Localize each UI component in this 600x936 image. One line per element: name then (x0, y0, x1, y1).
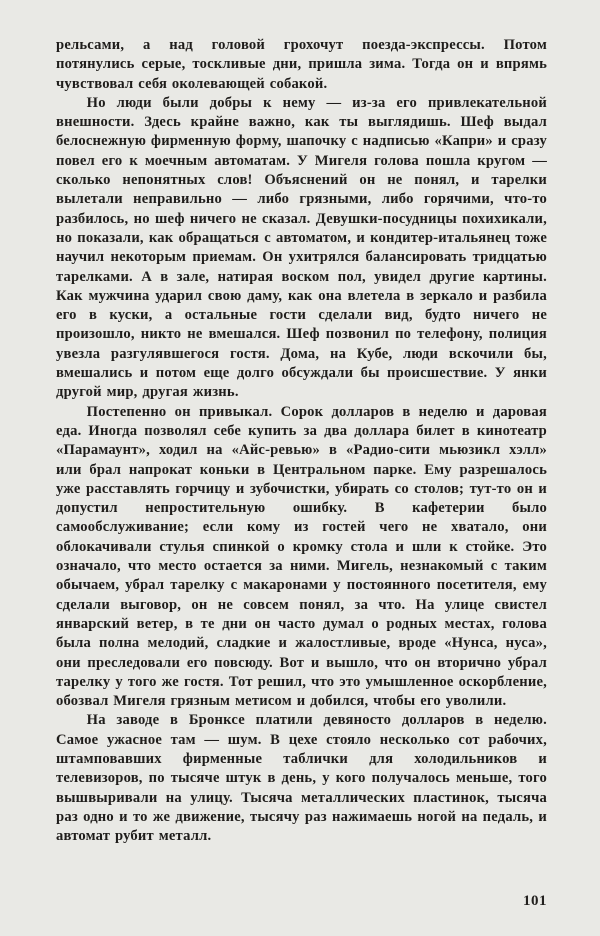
paragraph: Но люди были добры к нему — из-за его привлекательной внешности. Здесь крайне важно, как ты выглядишь. Шеф выдал белоснежную фирменную форму, шапочку с надписью «Капри» и сразу повел его к моечным автоматам. У Мигеля голова пошла кругом — сколько непонятных слов! Объяснений он не понял, и тарелки вылетали неправильно — либо грязными, либо горячими, что-то разбилось, но шеф ничего не сказал. Девушки-посудницы похихикали, но показали, как обращаться с автоматом, и кондитер-итальянец тоже научил некоторым приемам. Он ухитрялся балансировать тридцатью тарелками. А в зале, натирая воском пол, увидел другие картины. Как мужчина ударил свою даму, как она влетела в зеркало и разбила его в куски, а остальные гости сделали вид, будто ничего не произошло, никто не вмешался. Шеф позвонил по телефону, полиция увезла разгулявшегося гостя. Дома, на Кубе, люди вскочили бы, вмешались и потом еще долго обсуждали бы происшествие. У янки другой мир, другая жизнь. (56, 94, 547, 401)
body-text (56, 36, 547, 846)
paragraph-continuation: рельсами, а над головой грохочут поезда-экспрессы. Потом потянулись серые, тоскливые дни, пришла зима. Тогда он и впрямь чувствовал себя околевающей собакой. (56, 37, 547, 92)
paragraph: На заводе в Бронксе платили девяносто долларов в неделю. Самое ужасное там — шум. В цехе стояло несколько сот рабочих, штамповавших фирменные таблички для холодильников и телевизоров, по тысяче штук в день, у кого получалось меньше, того вышвыривали на улицу. Тысяча металлических пластинок, тысяча раз одно и то же движение, тысячу раз нажимаешь ногой на педаль, и автомат рубит металл. (56, 712, 547, 845)
paragraph: Постепенно он привыкал. Сорок долларов в неделю и даровая еда. Иногда позволял себе купить за два доллара билет в кинотеатр «Парамаунт», ходил на «Айс-ревью» в «Радио-сити мьюзикл хэлл» или брал напрокат коньки в Центральном парке. Ему разрешалось уже расставлять горчицу и зубочистки, убирать со столов; тут-то он и допустил непростительную ошибку. В кафетерии было самообслуживание; если кому из гостей чего не хватало, они облокачивали стулья спинкой о кромку стола и шли к стойке. Это означало, что место остается за ними. Мигель, незнакомый с таким обычаем, убрал тарелку с макаронами у постоянного посетителя, ему сделали выговор, он не совсем понял, за что. На улице свистел январский ветер, в те дни он часто думал о родных местах, голова была полна мелодий, сладкие и жалостливые, вроде «Нунса, нуса», они преследовали его повсюду. Вот и вышло, что он вторично убрал тарелку у того же гостя. Тот решил, что это умышленное оскорбление, обозвал Мигеля грязным метисом и добился, чтобы его уволили. (56, 403, 547, 710)
page-number: 101 (523, 893, 547, 909)
